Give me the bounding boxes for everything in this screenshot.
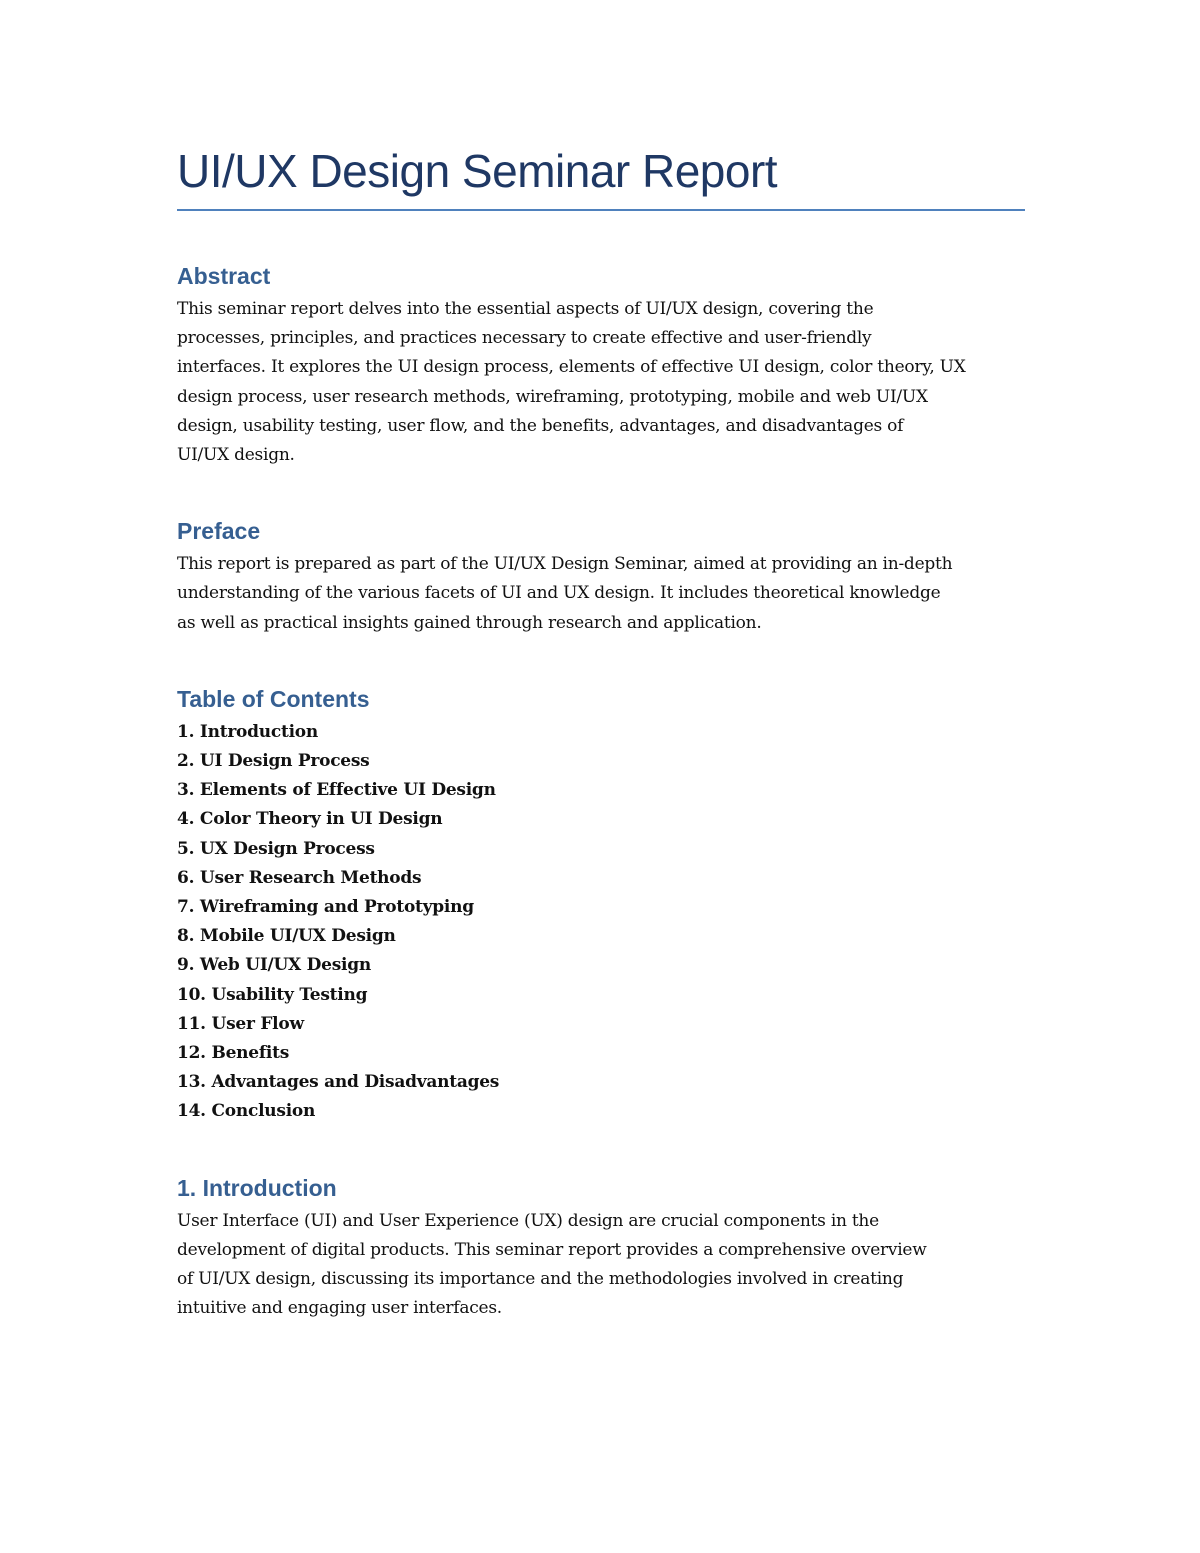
introduction-paragraph	[177, 1207, 1025, 1324]
introduction-line: User Interface (UI) and User Experience (UX) design are crucial components in the	[177, 1210, 879, 1231]
preface-line: understanding of the various facets of UI and UX design. It includes theoretical knowledge	[177, 583, 941, 604]
abstract-paragraph	[177, 295, 1025, 470]
toc-item-benefits: 12. Benefits	[177, 1043, 290, 1064]
table-of-contents-section	[177, 684, 1025, 1127]
title-underline	[177, 209, 1025, 211]
toc-item-color-theory: 4. Color Theory in UI Design	[177, 809, 443, 830]
toc-item-usability-testing: 10. Usability Testing	[177, 984, 368, 1005]
toc-item-wireframing-and-prototyping: 7. Wireframing and Prototyping	[177, 897, 474, 918]
abstract-line: UI/UX design.	[177, 445, 295, 466]
abstract-section	[177, 261, 1025, 470]
abstract-line: This seminar report delves into the essential aspects of UI/UX design, covering the	[177, 299, 874, 319]
toc-item-conclusion: 14. Conclusion	[177, 1101, 316, 1122]
introduction-heading: 1. Introduction	[177, 1174, 337, 1201]
toc-item-advantages-and-disadvantages: 13. Advantages and Disadvantages	[177, 1072, 500, 1093]
introduction-section	[177, 1173, 1025, 1324]
abstract-line: processes, principles, and practices necessary to create effective and user-friendly	[177, 328, 872, 349]
toc-heading: Table of Contents	[177, 685, 370, 712]
toc-item-ui-design-process: 2. UI Design Process	[177, 751, 370, 772]
abstract-line: design, usability testing, user flow, and the benefits, advantages, and disadvantages of	[177, 415, 904, 436]
toc-list	[177, 718, 1025, 1127]
preface-paragraph	[177, 550, 1025, 638]
toc-item-web-ui-ux-design: 9. Web UI/UX Design	[177, 955, 371, 976]
introduction-line: intuitive and engaging user interfaces.	[177, 1298, 502, 1319]
toc-item-ux-design-process: 5. UX Design Process	[177, 838, 375, 859]
page-content	[177, 140, 1025, 1323]
page-title: UI/UX Design Seminar Report	[177, 145, 778, 197]
preface-line: as well as practical insights gained through research and application.	[177, 612, 762, 633]
abstract-line: interfaces. It explores the UI design process, elements of effective UI design, color theory, UX	[177, 357, 966, 378]
abstract-line: design process, user research methods, wireframing, prototyping, mobile and web UI/UX	[177, 386, 928, 407]
preface-heading: Preface	[177, 518, 261, 545]
toc-item-introduction: 1. Introduction	[177, 721, 318, 742]
preface-line: This report is prepared as part of the UI/UX Design Seminar, aimed at providing an in-depth	[177, 554, 953, 575]
toc-item-mobile-ui-ux-design: 8. Mobile UI/UX Design	[177, 926, 396, 947]
toc-item-user-research-methods: 6. User Research Methods	[177, 867, 422, 888]
preface-section	[177, 516, 1025, 638]
abstract-heading: Abstract	[177, 263, 271, 289]
introduction-line: development of digital products. This seminar report provides a comprehensive overview	[177, 1239, 927, 1260]
toc-item-user-flow: 11. User Flow	[177, 1013, 304, 1034]
toc-item-elements-of-effective-ui-design: 3. Elements of Effective UI Design	[177, 780, 496, 801]
introduction-line: of UI/UX design, discussing its importance and the methodologies involved in creating	[177, 1269, 904, 1290]
